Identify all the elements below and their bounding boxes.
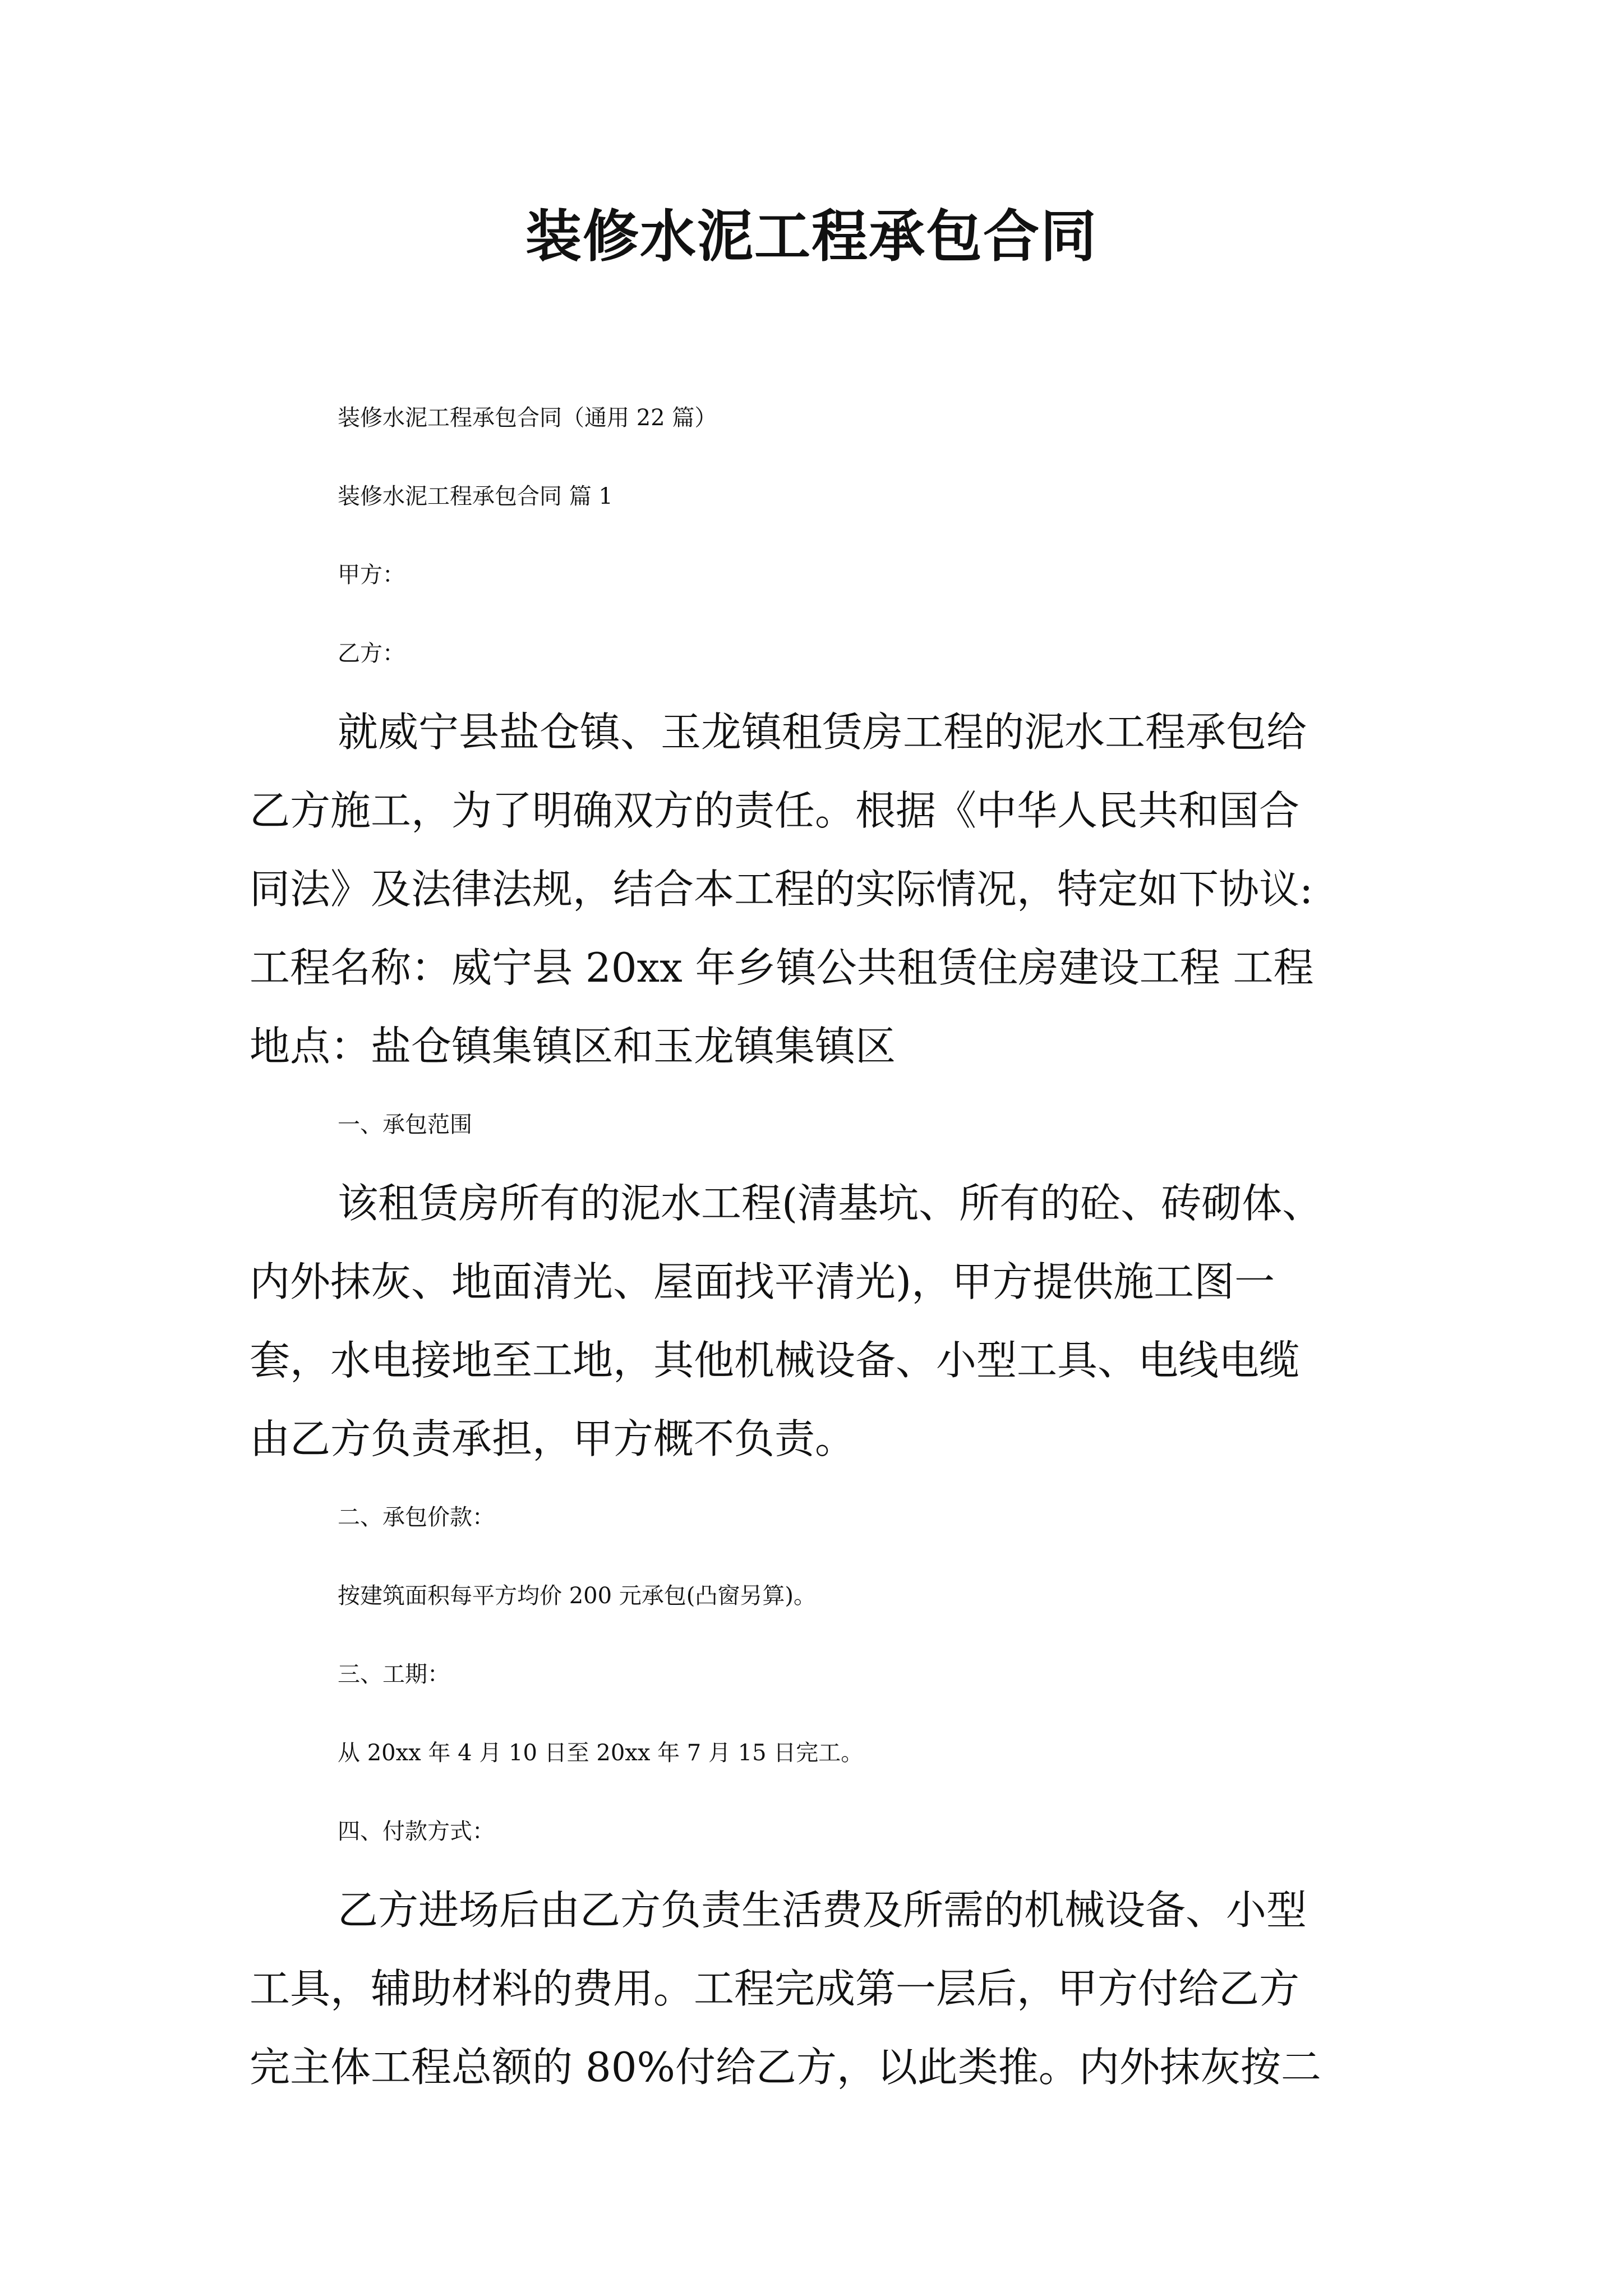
paragraph-line (250, 1949, 1396, 2028)
paragraph-line (250, 1243, 1396, 1321)
party-b-label: 乙方： (338, 641, 405, 666)
document-title: 装修水泥工程承包合同 (525, 204, 1098, 269)
paragraph-line (250, 771, 1396, 850)
clause-heading-scope: 一、承包范围 (338, 1112, 472, 1138)
paragraph-line-text: 工程名称：威宁县 20xx 年乡镇公共租赁住房建设工程 工程 (250, 944, 1314, 991)
paragraph-line (250, 693, 1484, 771)
paragraph-line-text: 套，水电接地至工地，其他机械设备、小型工具、电线电缆 (250, 1337, 1300, 1384)
clause-heading-period: 三、工期： (338, 1662, 450, 1687)
section-heading: 装修水泥工程承包合同 篇 1 (338, 484, 613, 509)
paragraph-line (250, 1321, 1396, 1400)
scope-paragraph (250, 1164, 1396, 1478)
paragraph-line-text: 乙方施工，为了明确双方的责任。根据《中华人民共和国合 (250, 787, 1300, 834)
paragraph-line-text: 由乙方负责承担，甲方概不负责。 (250, 1415, 856, 1462)
paragraph-line-text: 同法》及法律法规，结合本工程的实际情况，特定如下协议: (250, 866, 1313, 913)
clause-heading-payment: 四、付款方式： (338, 1819, 495, 1844)
payment-paragraph (250, 1871, 1396, 2106)
paragraph-line (250, 2028, 1396, 2106)
paragraph-line-text: 该租赁房所有的泥水工程(清基坑、所有的砼、砖砌体、 (338, 1180, 1323, 1227)
subtitle-line: 装修水泥工程承包合同（通用 22 篇） (338, 405, 717, 431)
price-text: 按建筑面积每平方均价 200 元承包(凸窗另算)。 (338, 1583, 816, 1609)
intro-paragraph (250, 693, 1396, 1085)
document-body (250, 379, 1396, 2106)
paragraph-line-text: 完主体工程总额的 80%付给乙方，以此类推。内外抹灰按二 (250, 2044, 1321, 2091)
paragraph-line-text: 地点：盐仓镇集镇区和玉龙镇集镇区 (250, 1023, 896, 1070)
party-a-label: 甲方： (338, 562, 405, 588)
paragraph-line (250, 1164, 1396, 1243)
period-text: 从 20xx 年 4 月 10 日至 20xx 年 7 月 15 日完工。 (338, 1740, 864, 1766)
clause-heading-price: 二、承包价款： (338, 1504, 495, 1530)
paragraph-line (250, 928, 1396, 1007)
paragraph-line (250, 1400, 1396, 1478)
paragraph-line-text: 工具，辅助材料的费用。工程完成第一层后，甲方付给乙方 (250, 1965, 1300, 2012)
paragraph-line-text: 就威宁县盐仓镇、玉龙镇租赁房工程的泥水工程承包给 (338, 708, 1307, 756)
paragraph-line (250, 850, 1396, 928)
paragraph-line (250, 1007, 1396, 1085)
paragraph-line-text: 内外抹灰、地面清光、屋面找平清光)，甲方提供施工图一 (250, 1258, 1275, 1305)
paragraph-line (250, 1871, 1484, 1949)
paragraph-line-text: 乙方进场后由乙方负责生活费及所需的机械设备、小型 (338, 1887, 1307, 1934)
